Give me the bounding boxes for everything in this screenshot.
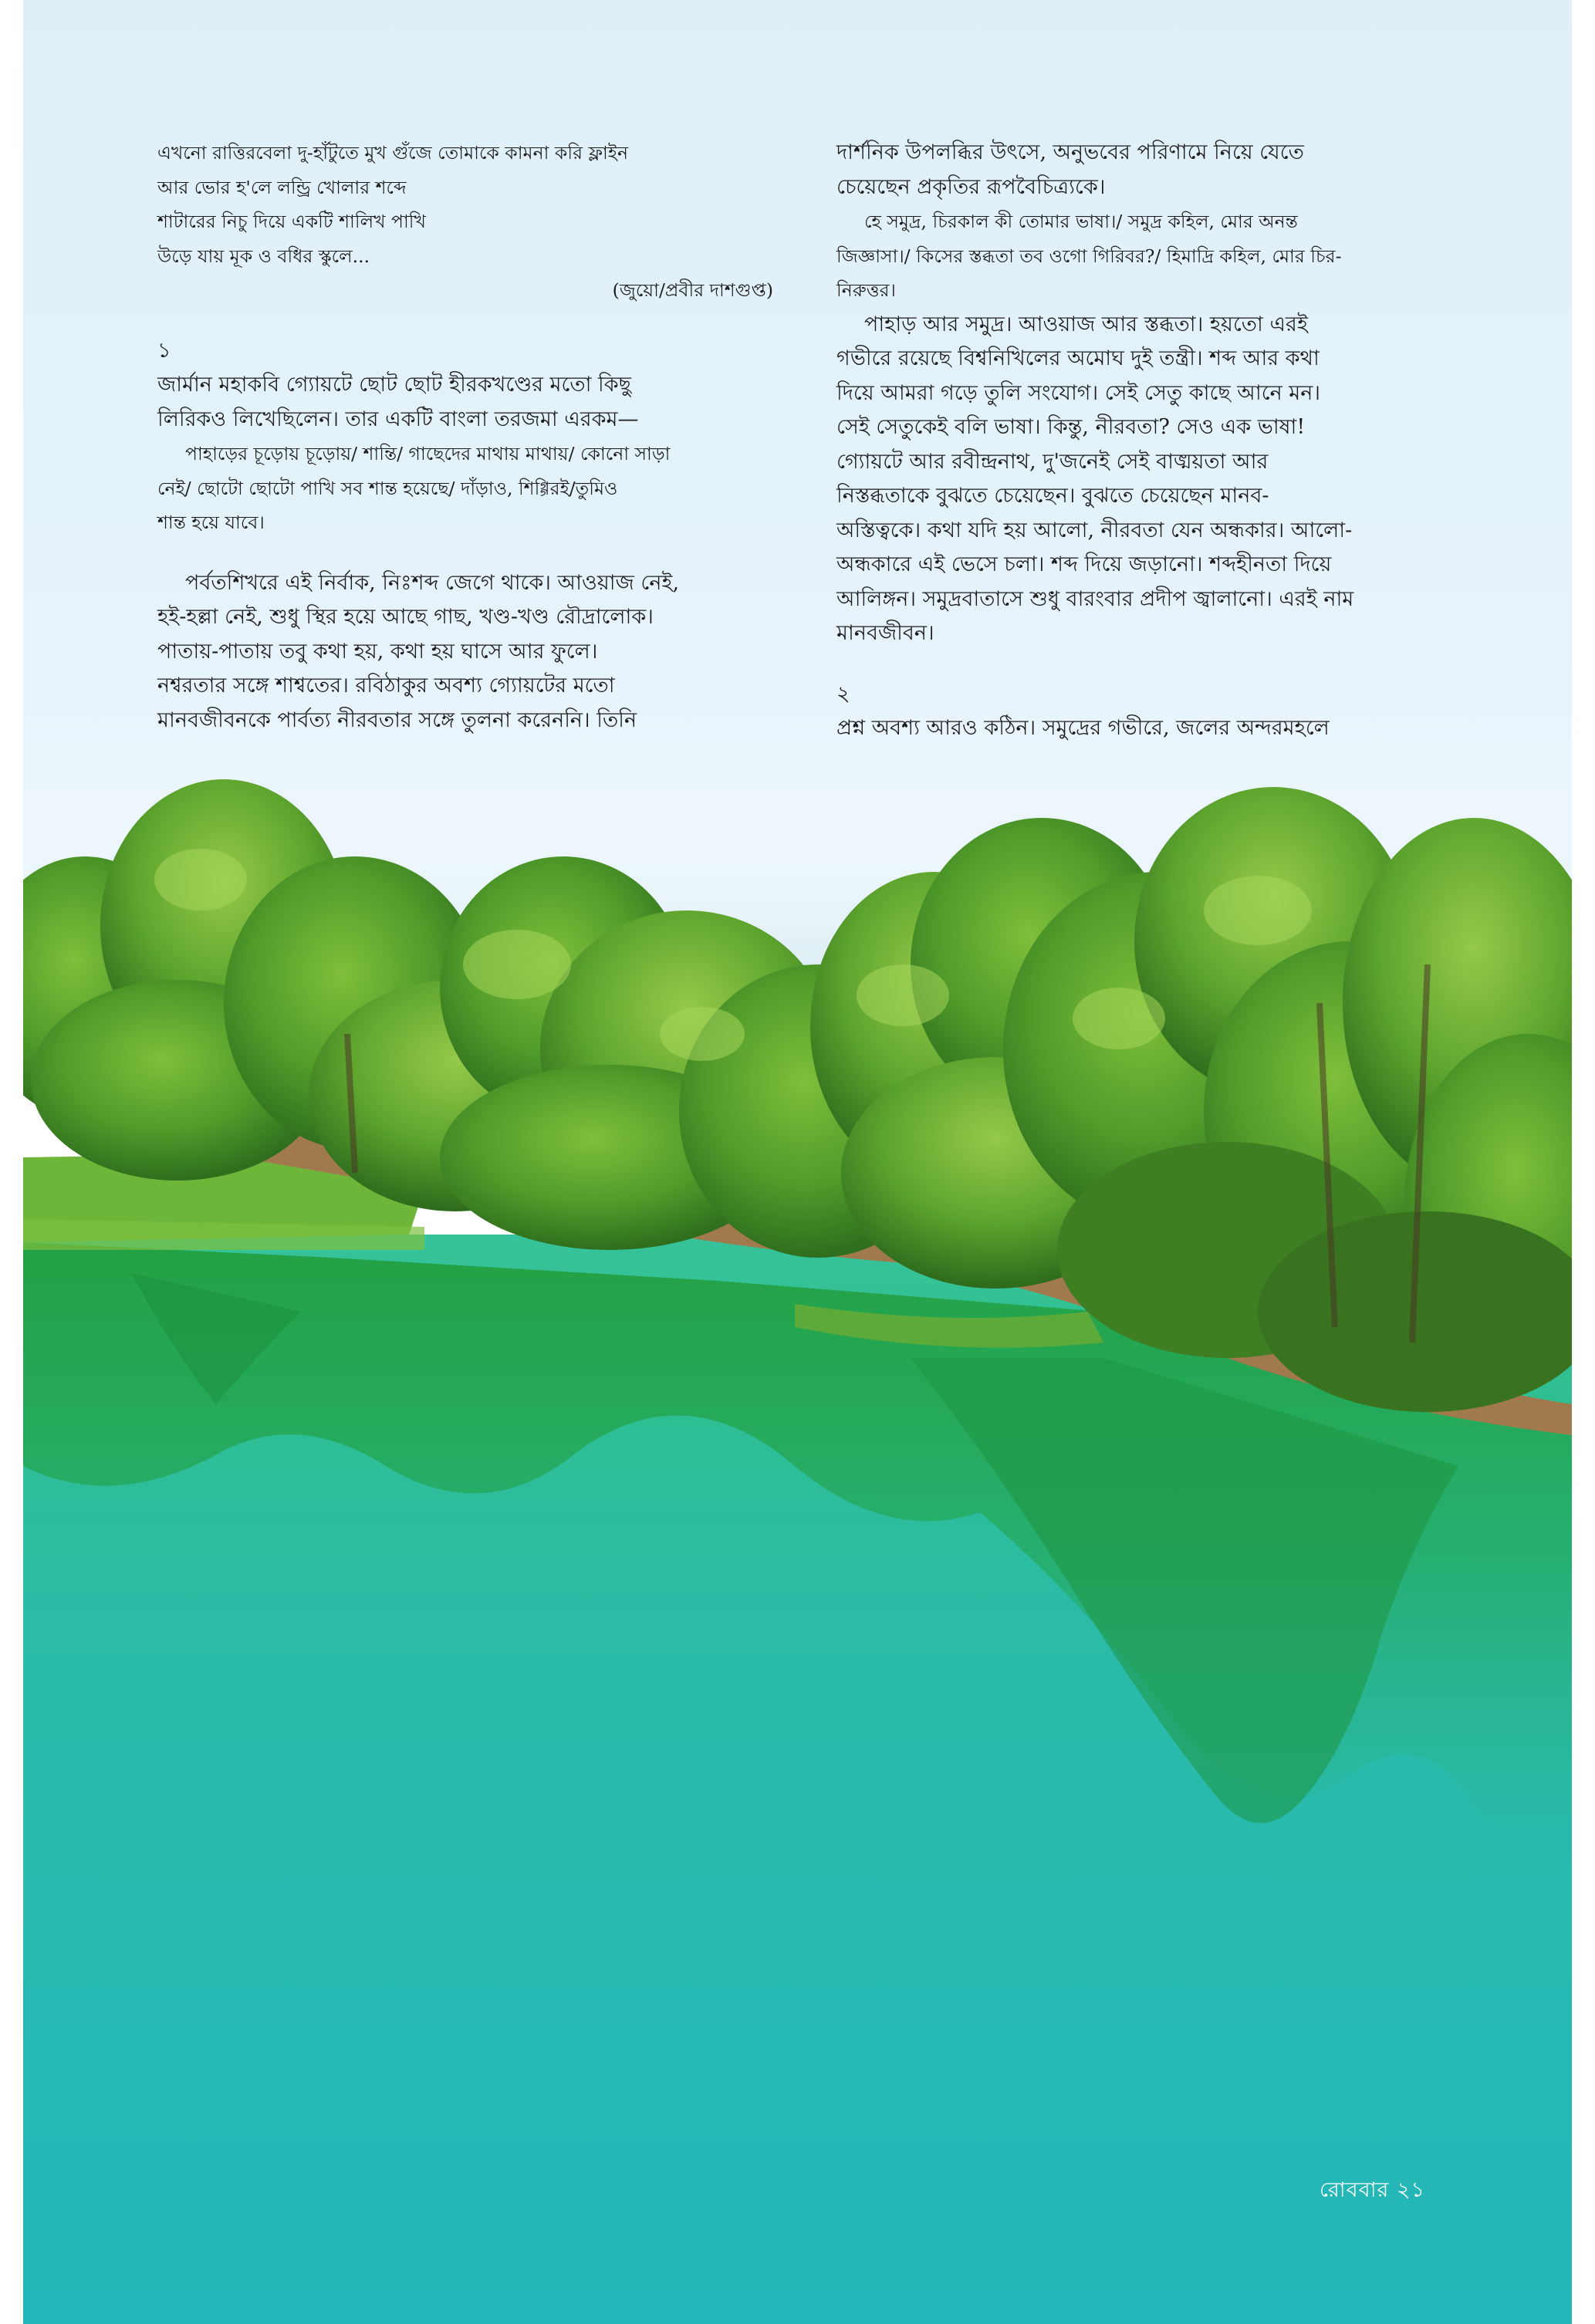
text-line: হই-হল্লা নেই, শুধু স্থির হয়ে আছে গাছ, খণ্ড-খণ্ড রৌদ্রালোক। — [157, 605, 654, 629]
quote-line: হে সমুদ্র, চিরকাল কী তোমার ভাষা।/ সমুদ্র কহিল, মোর অনন্ত — [864, 211, 1298, 232]
quote-line: শান্ত হয়ে যাবে। — [157, 512, 265, 533]
section-number-1: ১ — [157, 338, 171, 363]
paragraph-2 — [836, 308, 1469, 651]
text-line: গভীরে রয়েছে বিশ্বনিখিলের অমোঘ দুই তন্ত্রী। শব্দ আর কথা — [836, 346, 1320, 370]
poem-line: শাটারের নিচু দিয়ে একটি শালিখ পাখি — [157, 211, 426, 232]
goethe-quote — [157, 437, 790, 540]
quote-line: নিরুত্তর। — [836, 279, 896, 301]
text-line: পাহাড় আর সমুদ্র। আওয়াজ আর স্তব্ধতা। হয়তো এরই — [864, 312, 1308, 336]
poem-line: এখনো রাত্তিরবেলা দু-হাঁটুতে মুখ গুঁজে তোমাকে কামনা করি ফ্লাইন — [157, 142, 629, 164]
text-line: মানবজীবনকে পার্বত্য নীরবতার সঙ্গে তুলনা করেননি। তিনি — [157, 708, 637, 732]
text-line: পর্বতশিখরে এই নির্বাক, নিঃশব্দ জেগে থাকে। আওয়াজ নেই, — [185, 570, 680, 595]
right-column — [836, 136, 1469, 746]
quote-line: পাহাড়ের চূড়োয় চূড়োয়/ শান্তি/ গাছেদের মাথায় মাথায়/ কোনো সাড়া — [185, 443, 671, 464]
poem-attribution: (জুয়ো/প্রবীর দাশগুপ্ত) — [612, 279, 773, 301]
text-line: দার্শনিক উপলব্ধির উৎসে, অনুভবের পরিণামে নিয়ে যেতে — [836, 140, 1304, 164]
magazine-page — [23, 0, 1572, 2324]
section-number-2: ২ — [836, 681, 850, 706]
text-line: নিস্তব্ধতাকে বুঝতে চেয়েছেন। বুঝতে চেয়েছেন মানব- — [836, 484, 1269, 508]
text-line: মানবজীবন। — [836, 621, 934, 645]
poem-line: আর ভোর হ'লে লন্ড্রি খোলার শব্দে — [157, 176, 407, 198]
poem-line: উড়ে যায় মূক ও বধির স্কুলে... — [157, 245, 370, 267]
page-folio: রোববার ২১ — [1320, 2178, 1426, 2202]
text-line: পাতায়-পাতায় তবু কথা হয়, কথা হয় ঘাসে আর ফুলে। — [157, 639, 598, 664]
paragraph-continuation — [836, 136, 1469, 204]
text-line: সেই সেতুকেই বলি ভাষা। কিন্তু, নীরবতা? সেও এক ভাষা! — [836, 415, 1306, 439]
text-line: দিয়ে আমরা গড়ে তুলি সংযোগ। সেই সেতু কাছে আনে মন। — [836, 380, 1321, 405]
quote-line: নেই/ ছোটো ছোটো পাখি সব শান্ত হয়েছে/ দাঁড়াও, শিগ্গিরই/তুমিও — [157, 477, 618, 499]
text-line: গ্যোয়টে আর রবীন্দ্রনাথ, দু'জনেই সেই বাঙ্ময়তা আর — [836, 449, 1269, 474]
left-column — [157, 136, 790, 738]
text-line: অন্ধকারে এই ভেসে চলা। শব্দ দিয়ে জড়ানো। শব্দহীনতা দিয়ে — [836, 552, 1332, 576]
text-line: অস্তিত্বকে। কথা যদি হয় আলো, নীরবতা যেন অন্ধকার। আলো- — [836, 518, 1353, 542]
text-line: জার্মান মহাকবি গ্যোয়টে ছোট ছোট হীরকখণ্ডের মতো কিছু — [157, 373, 632, 397]
paragraph-1 — [157, 566, 790, 738]
text-line: প্রশ্ন অবশ্য আরও কঠিন। সমুদ্রের গভীরে, জলের অন্দরমহলে — [836, 716, 1330, 740]
poem-excerpt — [157, 136, 790, 273]
section2-text — [836, 711, 1469, 746]
text-line: নশ্বরতার সঙ্গে শাশ্বতের। রবিঠাকুর অবশ্য গ্যোয়টের মতো — [157, 674, 615, 698]
tagore-quote — [836, 204, 1469, 308]
text-line: আলিঙ্গন। সমুদ্রবাতাসে শুধু বারংবার প্রদীপ জ্বালানো। এরই নাম — [836, 586, 1354, 611]
quote-line: জিজ্ঞাসা।/ কিসের স্তব্ধতা তব ওগো গিরিবর?/ হিমাদ্রি কহিল, মোর চির- — [836, 245, 1342, 267]
section1-intro — [157, 368, 790, 437]
text-line: লিরিকও লিখেছিলেন। তার একটি বাংলা তরজমা এরকম— — [157, 407, 639, 431]
text-line: চেয়েছেন প্রকৃতির রূপবৈচিত্র্যকে। — [836, 174, 1106, 199]
